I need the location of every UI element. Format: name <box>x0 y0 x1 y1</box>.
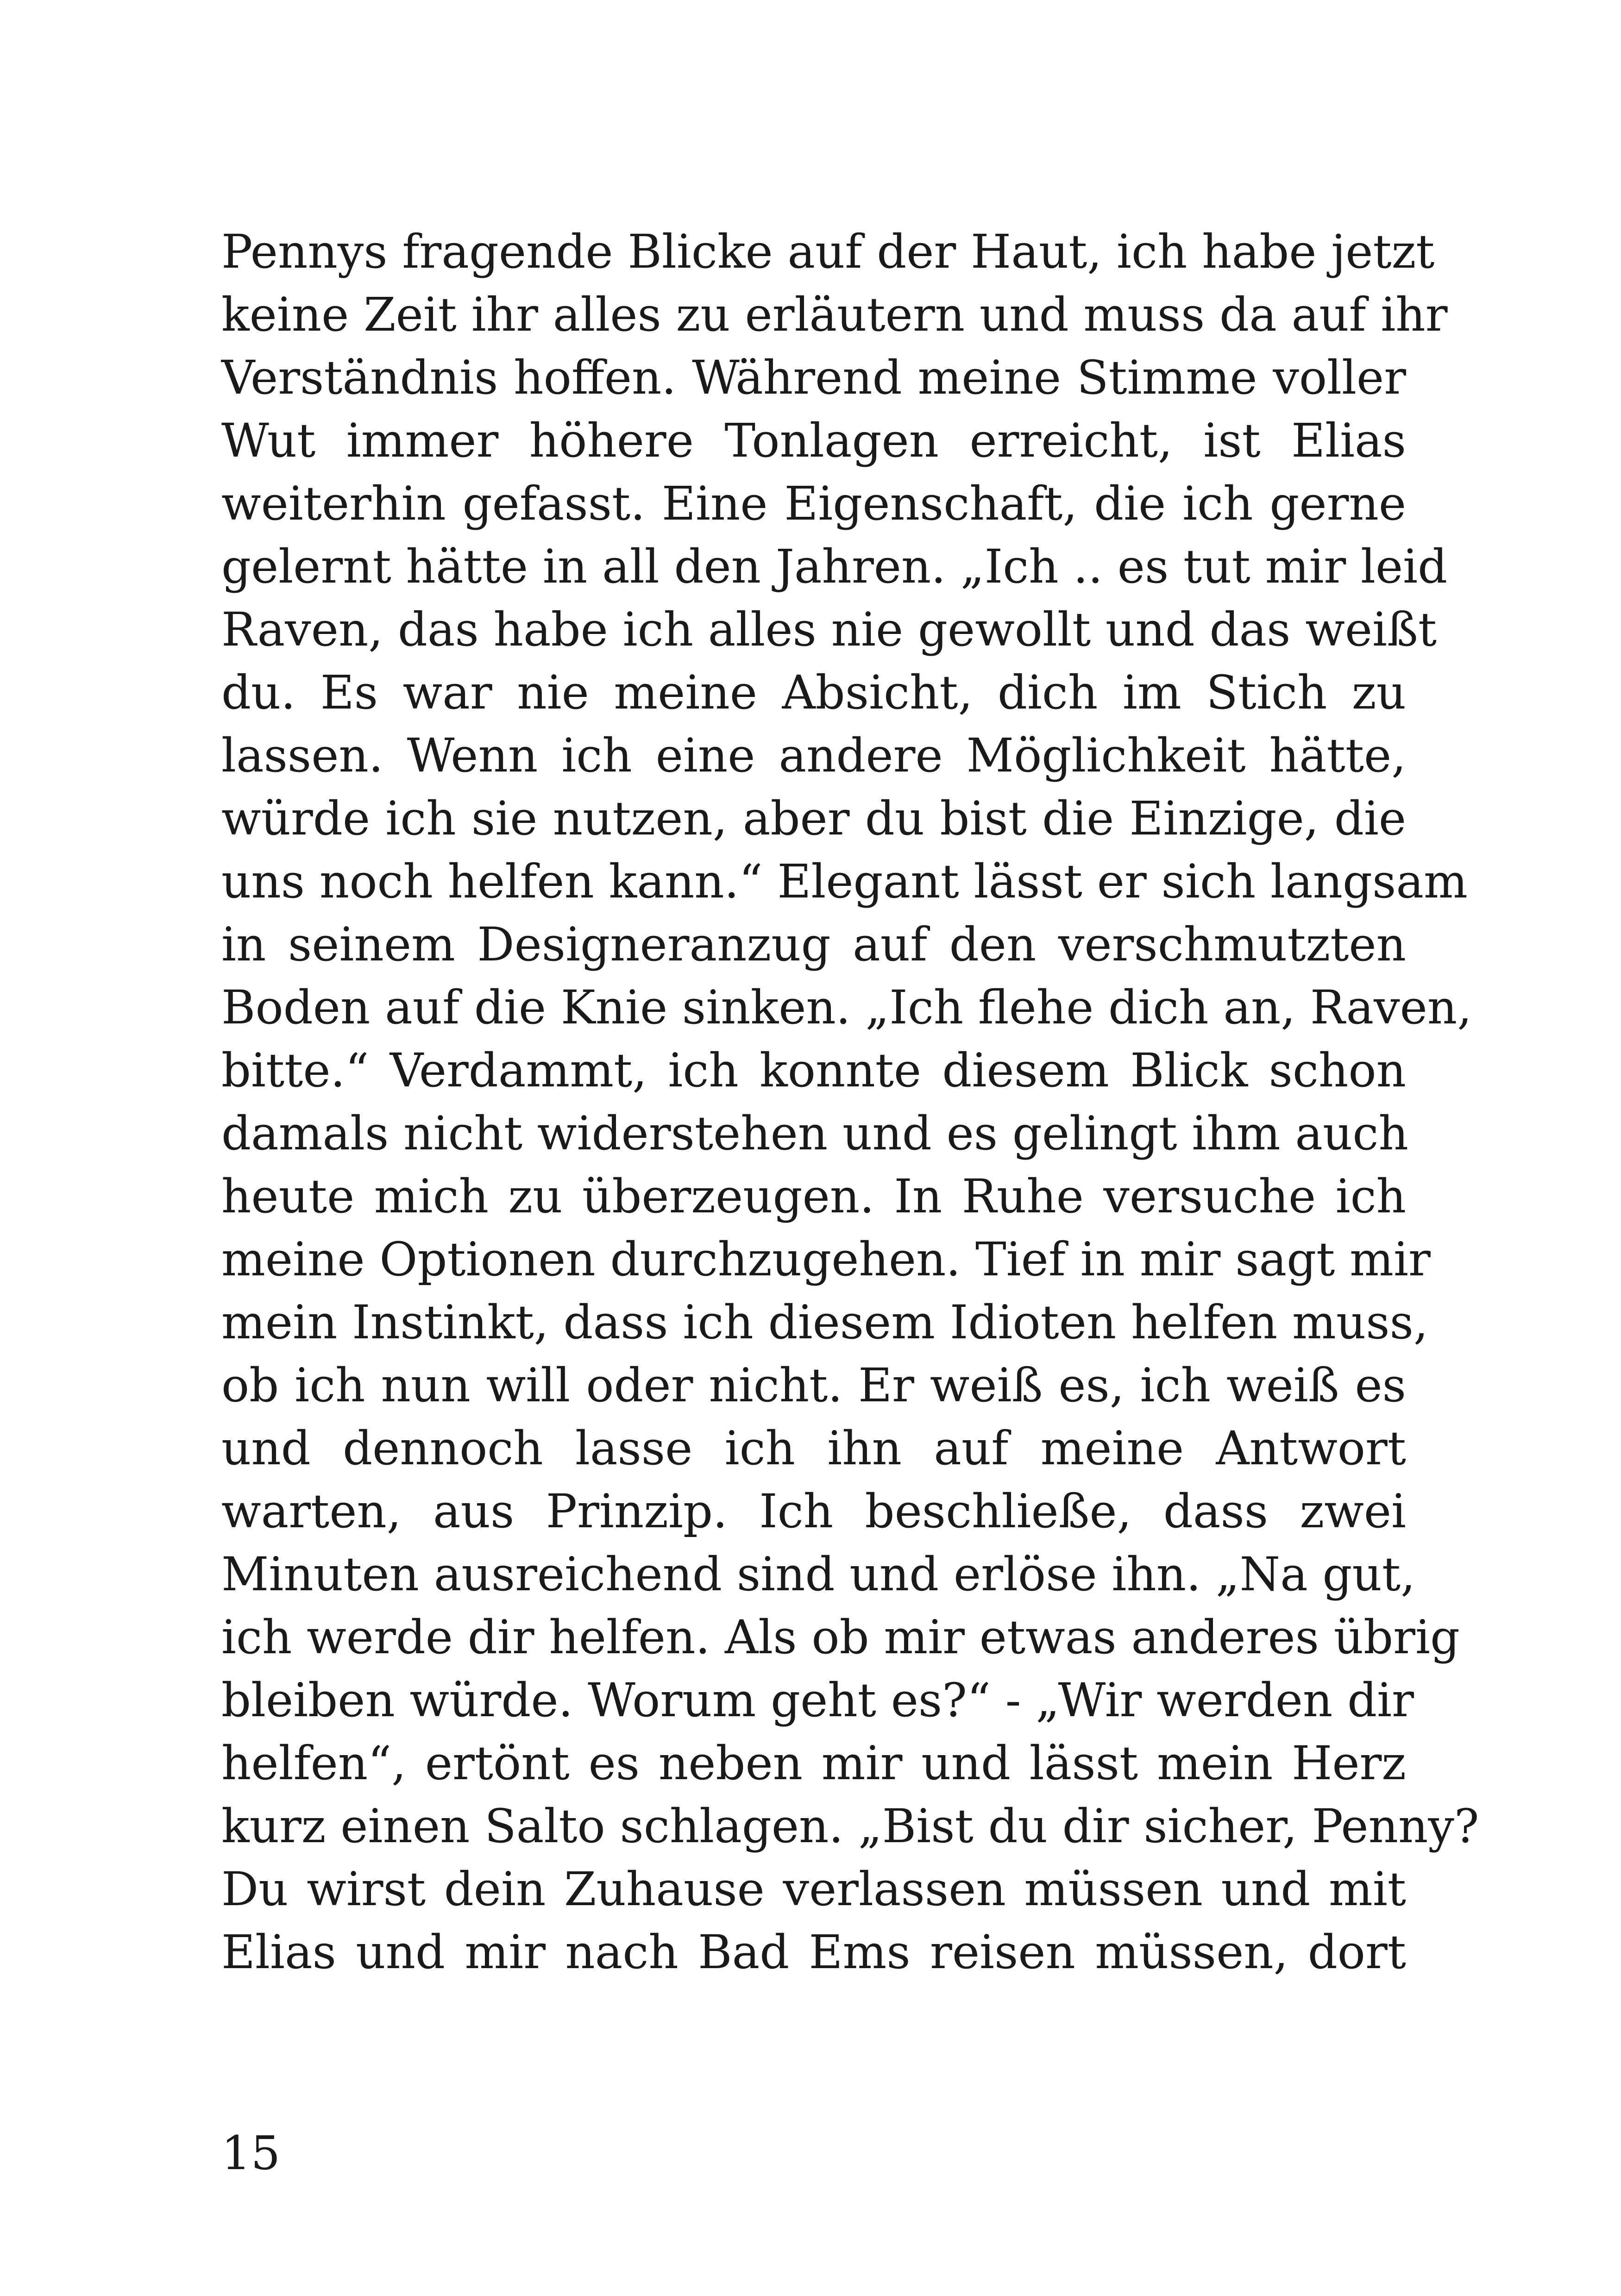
text-line: Verständnis hoffen. Während meine Stimme voller <box>221 351 1406 405</box>
text-line: du. Es war nie meine Absicht, dich im Stich zu <box>221 665 1406 720</box>
text-line: in seinem Designeranzug auf den verschmutzten <box>221 917 1406 972</box>
text-line: Wut immer höhere Tonlagen erreicht, ist Elias <box>221 414 1406 468</box>
text-line: Boden auf die Knie sinken. „Ich flehe dich an, Raven, <box>221 980 1472 1035</box>
text-line: Pennys fragende Blicke auf der Haut, ich habe jetzt <box>221 225 1435 279</box>
text-line: Elias und mir nach Bad Ems reisen müssen, dort <box>221 1925 1406 1979</box>
text-line: ich werde dir helfen. Als ob mir etwas anderes übrig <box>221 1610 1460 1664</box>
text-line: bleiben würde. Worum geht es?“ - „Wir werden dir <box>221 1673 1414 1727</box>
text-line: keine Zeit ihr alles zu erläutern und muss da auf ihr <box>221 288 1448 342</box>
body-text <box>221 220 1479 1984</box>
page-number: 15 <box>221 2126 281 2180</box>
text-line: heute mich zu überzeugen. In Ruhe versuche ich <box>221 1169 1406 1223</box>
text-line: helfen“, ertönt es neben mir und lässt mein Herz <box>221 1736 1406 1790</box>
text-line: gelernt hätte in all den Jahren. „Ich .. es tut mir leid <box>221 539 1448 594</box>
text-line: uns noch helfen kann.“ Elegant lässt er sich langsam <box>221 854 1468 909</box>
text-line: meine Optionen durchzugehen. Tief in mir sagt mir <box>221 1232 1431 1286</box>
text-line: mein Instinkt, dass ich diesem Idioten helfen muss, <box>221 1295 1428 1349</box>
text-line: bitte.“ Verdammt, ich konnte diesem Blick schon <box>221 1043 1406 1098</box>
text-line: würde ich sie nutzen, aber du bist die Einzige, die <box>221 791 1406 846</box>
text-line: warten, aus Prinzip. Ich beschließe, dass zwei <box>221 1484 1406 1538</box>
text-line: ob ich nun will oder nicht. Er weiß es, ich weiß es <box>221 1358 1406 1412</box>
text-line: kurz einen Salto schlagen. „Bist du dir sicher, Penny? <box>221 1799 1479 1853</box>
text-line: weiterhin gefasst. Eine Eigenschaft, die ich gerne <box>221 477 1406 531</box>
text-line: lassen. Wenn ich eine andere Möglichkeit hätte, <box>221 728 1406 783</box>
text-line: Minuten ausreichend sind und erlöse ihn. „Na gut, <box>221 1547 1415 1601</box>
text-line: Raven, das habe ich alles nie gewollt und das weißt <box>221 602 1437 657</box>
text-line: Du wirst dein Zuhause verlassen müssen und mit <box>221 1862 1406 1916</box>
text-line: und dennoch lasse ich ihn auf meine Antwort <box>221 1421 1406 1475</box>
text-line: damals nicht widerstehen und es gelingt ihm auch <box>221 1106 1408 1161</box>
